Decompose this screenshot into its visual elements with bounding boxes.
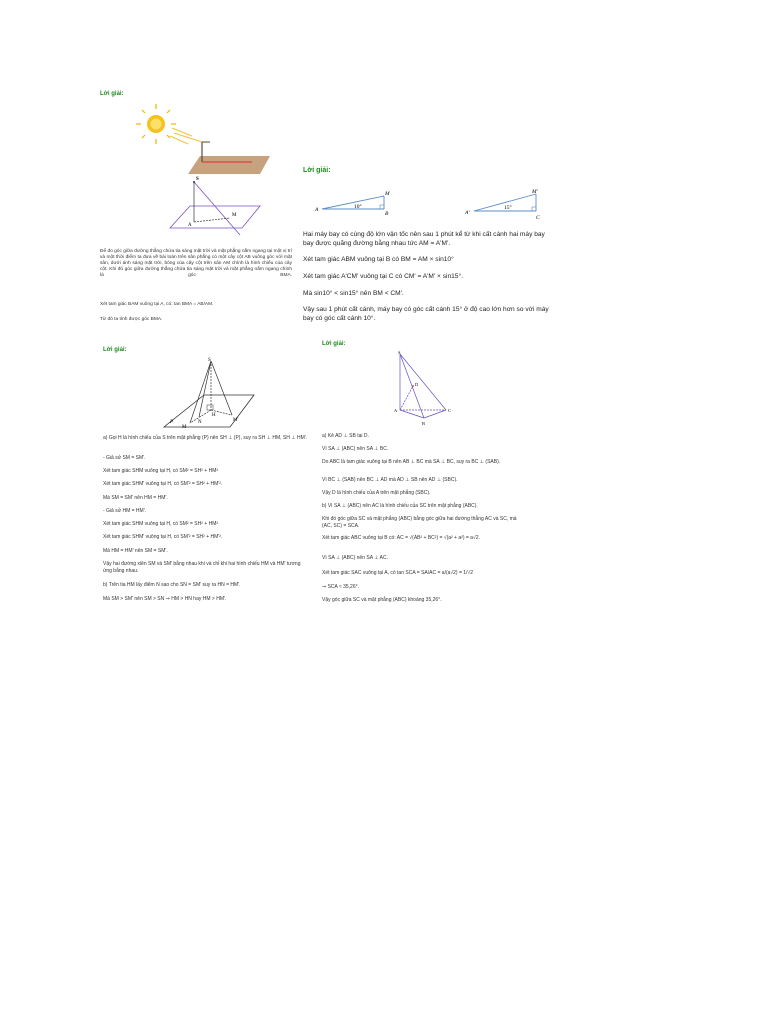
solution-line: Khi đó góc giữa SC và mặt phẳng (ABC) bằng góc giữa hai đường thẳng AC và SC, mà (AC, SC) = SCA. <box>322 516 517 529</box>
label-h: H <box>212 413 216 418</box>
plane-projection-figure <box>92 170 297 252</box>
solution-line: Hai máy bay có cùng độ lớn vận tốc nên sau 1 phút kể từ khi cất cánh hai máy bay bay được quãng đường bằng nhau tức AM = A'M'. <box>303 231 545 247</box>
solution-conclusion: Từ đó ta tính được góc BMA. <box>100 317 163 322</box>
line-am <box>194 218 230 222</box>
solution-panel-oblique-lines <box>94 340 312 608</box>
plane-p <box>170 206 260 228</box>
solution-panel-airplanes <box>298 160 563 330</box>
label-a: A <box>315 207 319 213</box>
solution-heading: Lời giải: <box>322 341 346 347</box>
solution-line: Vậy góc giữa SC và mặt phẳng (ABC) khoảng 35,26°. <box>322 597 442 603</box>
label-c: C <box>448 408 452 413</box>
solution-line: Xét tam giác SHM' vuông tại H, có SM'² = SH² + HM'². <box>103 534 223 540</box>
solution-line: Xét tam giác SHM vuông tại H, có SM² = SH² + HM² <box>103 468 219 474</box>
solution-line: Vì SA ⊥ (ABC) nên SA ⊥ BC. <box>322 446 389 452</box>
label-a-prime: A' <box>465 210 470 216</box>
label-angle-10: 10° <box>354 204 362 210</box>
plane-p <box>164 395 254 427</box>
solution-line: - Giả sử HM = HM'. <box>103 508 147 514</box>
label-b: B <box>422 421 426 426</box>
label-b: B <box>385 211 389 217</box>
solution-heading: Lời giải: <box>100 91 124 97</box>
solution-line: Xét tam giác SAC vuông tại A, có tan SCA = SA/AC = a/(a√2) = 1/√2 <box>322 570 473 576</box>
solution-line: Vì BC ⊥ (SAB) nên BC ⊥ AD mà AD ⊥ SB nên AD ⊥ (SBC). <box>322 477 458 483</box>
solution-line: Xét tam giác SHM' vuông tại H, có SM'² = SH² + HM'². <box>103 481 223 487</box>
solution-line: Mà SM = SM' nên HM = HM'. <box>103 495 168 501</box>
tetrahedron-figure <box>316 348 522 438</box>
sun-icon <box>136 104 176 144</box>
pyramid-plane-figure <box>94 355 312 445</box>
solution-line: a) Kẻ AD ⊥ SB tại D. <box>322 433 369 439</box>
solution-heading: Lời giải: <box>303 167 331 174</box>
label-s: S <box>196 177 199 182</box>
label-p: P <box>170 420 174 425</box>
solution-line: a) Gọi H là hình chiếu của S trên mặt phẳng (P) nên SH ⊥ (P), suy ra SH ⊥ HM, SH ⊥ HM'. <box>103 435 308 441</box>
solution-line: b) Trên tia HM lấy điểm N sao cho SN = SM' suy ra HN = HM'. <box>103 582 241 588</box>
line-sm <box>194 182 240 235</box>
solution-line: b) Vì SA ⊥ (ABC) nên AC là hình chiếu của SC trên mặt phẳng (ABC). <box>322 503 478 509</box>
solution-line: Xét tam giác ABC vuông tại B có: AC = √(AB² + BC²) = √(a² + a²) = a√2. <box>322 535 480 541</box>
point-s <box>193 181 195 183</box>
triangle-acm-prime <box>464 189 540 221</box>
label-c: C <box>536 215 540 221</box>
label-s: S <box>208 358 211 363</box>
solution-line: Vậy D là hình chiếu của A trên mặt phẳng (SBC). <box>322 490 431 496</box>
label-m-prime: M' <box>532 189 538 195</box>
label-m: M <box>232 213 237 218</box>
solution-line: Xét tam giác A'CM' vuông tại C có CM' = A'M' × sin15°. <box>303 273 463 280</box>
solution-heading: Lời giải: <box>103 347 127 353</box>
solution-line: Vì SA ⊥ (ABC) nên SA ⊥ AC. <box>322 555 388 561</box>
label-a: A <box>394 408 398 413</box>
solution-panel-tetrahedron <box>316 334 522 608</box>
solution-line: Vậy sau 1 phút cất cánh, máy bay có góc cất cánh 15° ở độ cao lớn hơn so với máy bay có góc cất cánh 10°. <box>303 306 549 322</box>
label-m: M <box>182 425 187 430</box>
label-n: N <box>198 420 202 425</box>
triangles-figure <box>298 186 563 222</box>
label-m: M <box>385 191 390 197</box>
solution-line: Vậy hai đường xiên SM và SM' bằng nhau khi và chỉ khi hai hình chiếu HM và HM' tương ứng bằng nhau. <box>103 561 301 574</box>
triangle-abm <box>314 191 390 217</box>
solution-line: ⇒ SCA ≈ 35,26°. <box>322 584 360 590</box>
sun-pole-figure <box>92 100 297 180</box>
solution-paragraph: Để đo góc giữa đường thẳng chứa tia sáng mặt trời và mặt phẳng nằm ngang tại một vị trí và một thời điểm ta đưa về bài toán trên sân phẳng có một cây cột AB vuông góc với mặt sân, dưới ánh sáng mặt trời, bóng của cây cột trên sân AM chính là hình chiếu của cây cột. Khi đó góc giữa đường thẳng chứa tia sáng mặt trời và mặt phẳng nằm ngang chính là góc BMA. <box>100 249 292 278</box>
label-m-prime: M' <box>233 418 239 423</box>
solution-line: Mà HM = HM' nên SM = SM'. <box>103 548 168 554</box>
sun-rays <box>170 128 202 144</box>
solution-line: - Giả sử SM = SM'. <box>103 455 146 461</box>
solution-panel-sun-angle <box>92 84 297 329</box>
solution-line: Xét tam giác SHM vuông tại H, có SM² = SH² + HM² <box>103 521 219 527</box>
solution-line: Xét tam giác ABM vuông tại B có BM = AM × sin10° <box>303 256 454 263</box>
label-angle-15: 15° <box>504 205 512 211</box>
label-d: D <box>415 382 419 387</box>
label-a: A <box>188 223 192 228</box>
solution-line: Mà SM > SM' nên SM > SN ⇒ HM > HN hay HM > HM'. <box>103 596 227 602</box>
label-s: S <box>398 350 401 355</box>
solution-line: Mà sin10° < sin15° nên BM < CM'. <box>303 290 404 297</box>
solution-formula: Xét tam giác BAM vuông tại A, có: tan BMA = AB/AM. <box>100 302 214 307</box>
solution-line: Do ABC là tam giác vuông tại B nên AB ⊥ BC mà SA ⊥ BC, suy ra BC ⊥ (SAB). <box>322 459 501 465</box>
